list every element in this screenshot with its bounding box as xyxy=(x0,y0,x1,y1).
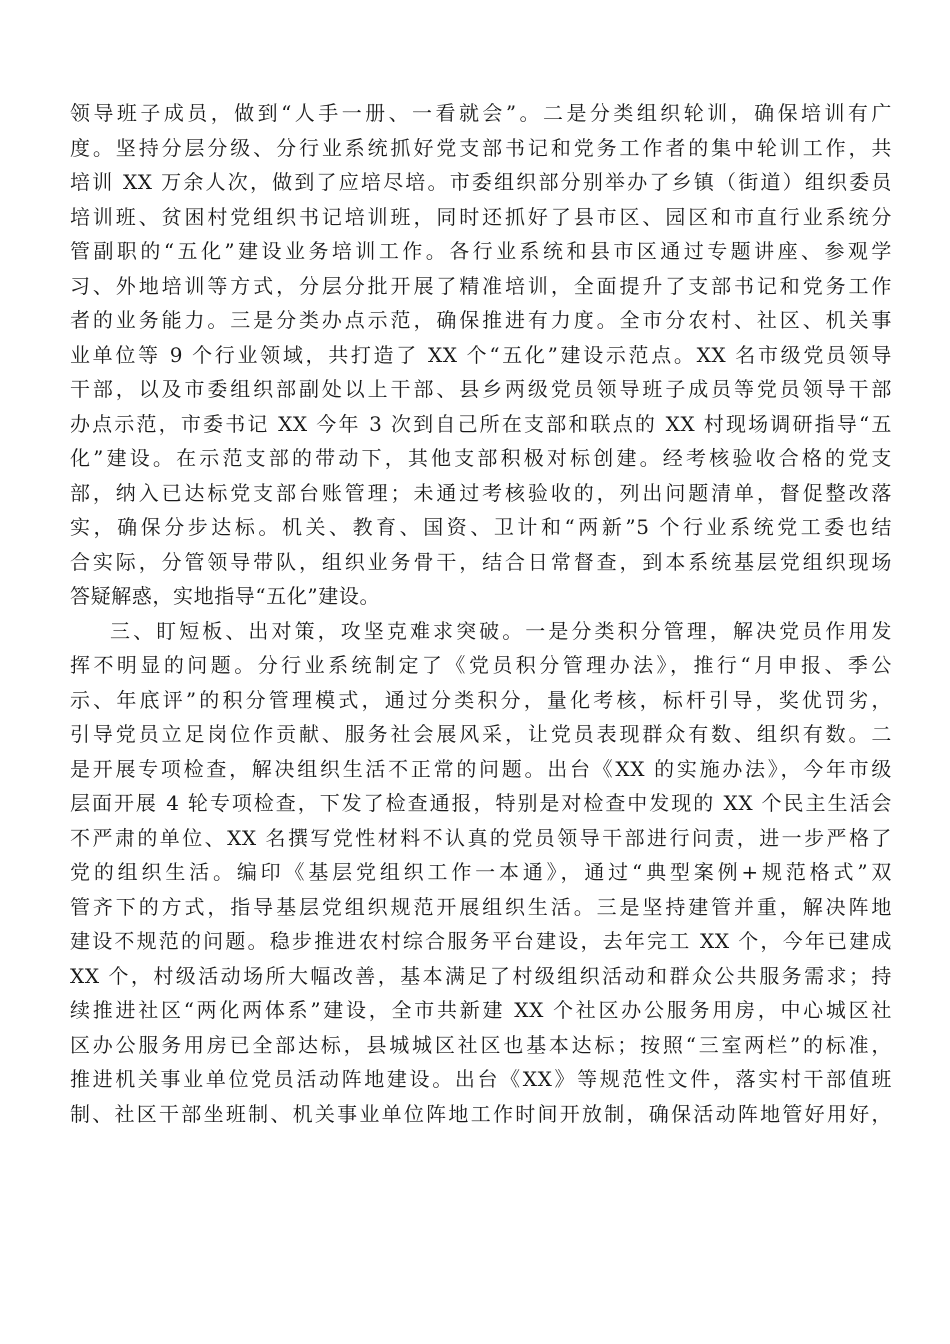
text-line: 培训 XX 万余人次，做到了应培尽培。市委组织部分别举办了乡镇（街道）组织委员 xyxy=(70,170,892,194)
text-line: 实，确保分步达标。机关、教育、国资、卫计和“两新”5 个行业系统党工委也结 xyxy=(70,515,892,539)
text-line: 建设不规范的问题。稳步推进农村综合服务平台建设，去年完工 XX 个，今年已建成 xyxy=(70,929,892,953)
text-line: 管齐下的方式，指导基层党组织规范开展组织生活。三是坚持建管并重，解决阵地 xyxy=(70,894,892,919)
text-line: 党的组织生活。编印《基层党组织工作一本通》，通过“典型案例+规范格式”双 xyxy=(70,860,892,884)
text-line: 区办公服务用房已全部达标，县城城区社区也基本达标；按照“三室两栏”的标准， xyxy=(70,1032,892,1057)
text-line: 培训班、贫困村党组织书记培训班，同时还抓好了县市区、园区和市直行业系统分 xyxy=(70,204,892,229)
text-line: 业单位等 9 个行业领域，共打造了 XX 个“五化”建设示范点。XX 名市级党员领导 xyxy=(70,342,892,367)
document-body xyxy=(70,96,892,1131)
text-line: 示、年底评”的积分管理模式，通过分类积分，量化考核，标杆引导，奖优罚劣， xyxy=(70,687,892,712)
text-line: 答疑解惑，实地指导“五化”建设。 xyxy=(70,584,381,608)
text-line: 是开展专项检查，解决组织生活不正常的问题。出台《XX 的实施办法》，今年市级 xyxy=(70,756,892,781)
text-line: 办点示范，市委书记 XX 今年 3 次到自己所在支部和联点的 XX 村现场调研指导“五 xyxy=(70,411,892,436)
text-line: 推进机关事业单位党员活动阵地建设。出台《XX》等规范性文件，落实村干部值班 xyxy=(70,1067,892,1091)
text-line: 层面开展 4 轮专项检查，下发了检查通报，特别是对检查中发现的 XX 个民主生活会 xyxy=(70,791,892,815)
text-line: 部，纳入已达标党支部台账管理；未通过考核验收的，列出问题清单，督促整改落 xyxy=(70,480,892,505)
text-line: 者的业务能力。三是分类办点示范，确保推进有力度。全市分农村、社区、机关事 xyxy=(70,308,892,332)
paragraph-first-line: 三、盯短板、出对策，攻坚克难求突破。一是分类积分管理，解决党员作用发 xyxy=(110,618,892,643)
text-line: 制、社区干部坐班制、机关事业单位阵地工作时间开放制，确保活动阵地管好用好， xyxy=(70,1101,892,1126)
text-line: 挥不明显的问题。分行业系统制定了《党员积分管理办法》，推行“月申报、季公 xyxy=(70,653,892,677)
text-line: 领导班子成员，做到“人手一册、一看就会”。二是分类组织轮训，确保培训有广 xyxy=(70,101,892,125)
text-line: XX 个，村级活动场所大幅改善，基本满足了村级组织活动和群众公共服务需求；持 xyxy=(70,963,892,988)
text-line: 不严肃的单位、XX 名撰写党性材料不认真的党员领导干部进行问责，进一步严格了 xyxy=(70,825,892,850)
text-line: 干部，以及市委组织部副处以上干部、县乡两级党员领导班子成员等党员领导干部 xyxy=(70,377,892,401)
text-line: 引导党员立足岗位作贡献、服务社会展风采，让党员表现群众有数、组织有数。二 xyxy=(70,722,892,746)
text-line: 合实际，分管领导带队，组织业务骨干，结合日常督查，到本系统基层党组织现场 xyxy=(70,549,892,574)
text-line: 管副职的“五化”建设业务培训工作。各行业系统和县市区通过专题讲座、参观学 xyxy=(70,239,892,263)
text-line: 化”建设。在示范支部的带动下，其他支部积极对标创建。经考核验收合格的党支 xyxy=(70,446,892,470)
text-line: 续推进社区“两化两体系”建设，全市共新建 XX 个社区办公服务用房，中心城区社 xyxy=(70,998,892,1022)
text-line: 习、外地培训等方式，分层分批开展了精准培训，全面提升了支部书记和党务工作 xyxy=(70,273,892,298)
text-line: 度。坚持分层分级、分行业系统抓好党支部书记和党务工作者的集中轮训工作，共 xyxy=(70,135,892,160)
